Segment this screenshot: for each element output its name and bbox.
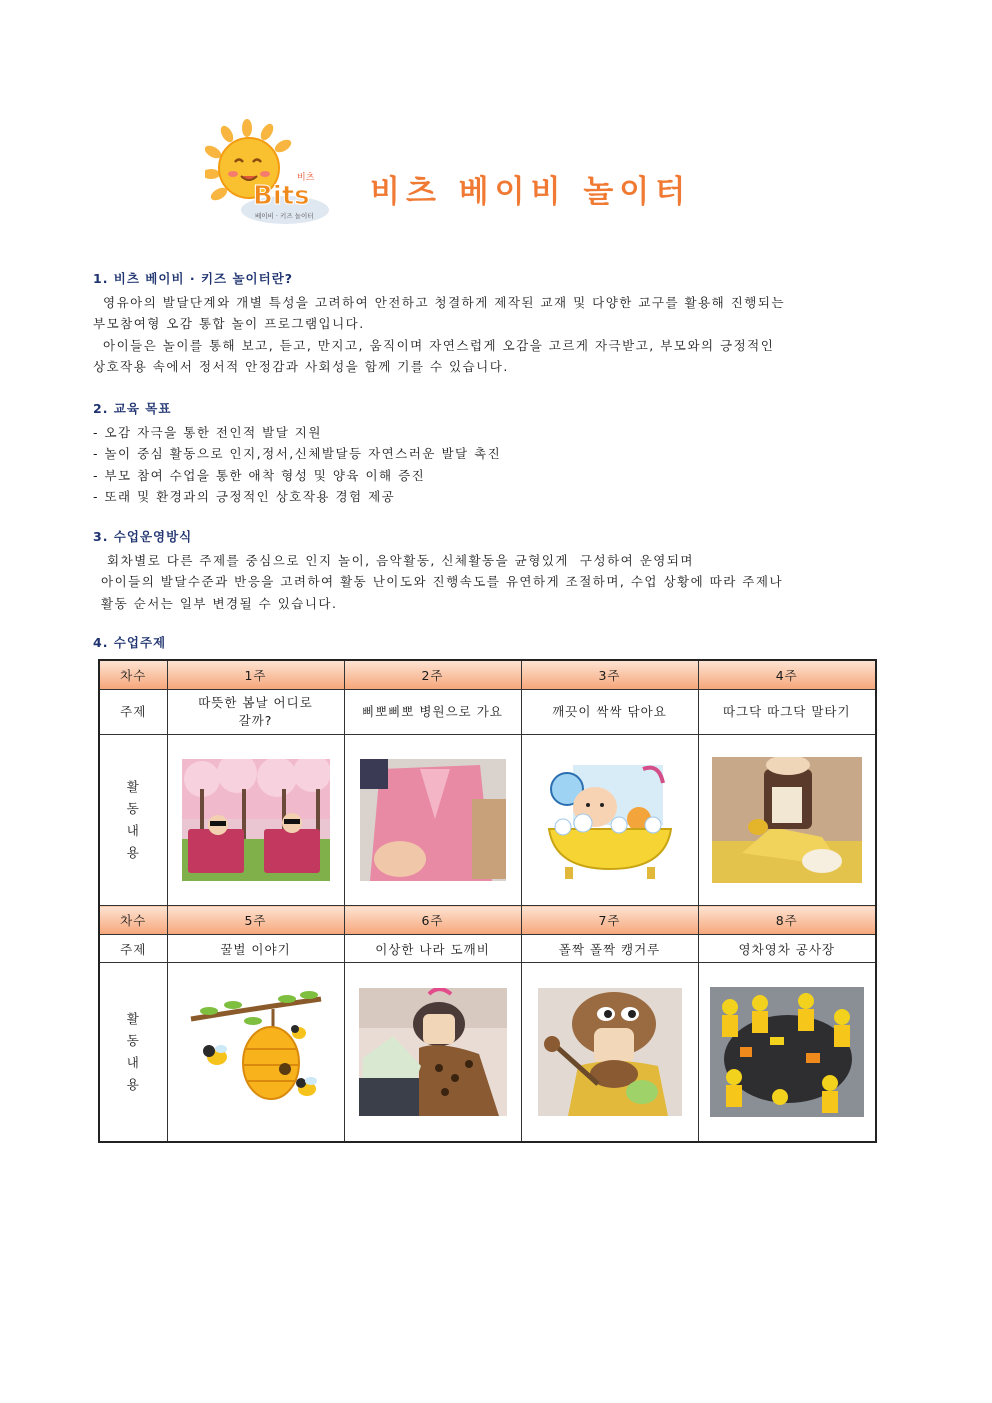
week-cell: 1주 xyxy=(167,660,344,690)
svg-text:베이비 · 키즈 놀이터: 베이비 · 키즈 놀이터 xyxy=(255,212,314,220)
list-item: - 오감 자극을 통한 전인적 발달 지원 xyxy=(93,424,322,440)
week-cell: 8주 xyxy=(698,906,876,935)
page-title: 비츠 베이비 놀이터 xyxy=(370,174,692,210)
activity-label-char: 내 xyxy=(126,823,140,838)
list-item: - 부모 참여 수업을 통한 애착 형성 및 양육 이해 증진 xyxy=(93,467,426,483)
activity-image-cell xyxy=(698,963,876,1143)
schedule-table xyxy=(98,659,877,1143)
kangaroo-costume-photo-icon xyxy=(538,988,682,1116)
activity-label xyxy=(99,963,167,1143)
table-row xyxy=(99,963,876,1143)
section-intro xyxy=(93,268,785,378)
activity-label-char: 동 xyxy=(126,801,140,816)
section-goals xyxy=(93,398,501,508)
activity-image-cell xyxy=(167,735,344,906)
topic-label: 주제 xyxy=(99,935,167,963)
paragraph-line: 영유아의 발달단계와 개별 특성을 고려하여 안전하고 청결하게 제작된 교재 및 다양한 교구를 활용해 진행되는 xyxy=(103,294,786,310)
table-row xyxy=(99,690,876,735)
svg-text:Bits: Bits xyxy=(253,181,310,211)
section-method xyxy=(93,526,783,614)
round-label: 차수 xyxy=(99,906,167,935)
activity-image-cell xyxy=(521,963,698,1143)
week-cell: 6주 xyxy=(344,906,521,935)
week-cell: 7주 xyxy=(521,906,698,935)
topic-cell: 영차영차 공사장 xyxy=(698,935,876,963)
table-row xyxy=(99,735,876,906)
topic-cell: 꿀벌 이야기 xyxy=(167,935,344,963)
topic-cell: 따뜻한 봄날 어디로 갈까? xyxy=(167,690,344,735)
activity-image-cell xyxy=(344,735,521,906)
activity-image-cell xyxy=(521,735,698,906)
pink-doctor-coat-photo-icon xyxy=(360,759,506,881)
paragraph-line: 활동 순서는 일부 변경될 수 있습니다. xyxy=(101,595,338,611)
construction-play-photo-icon xyxy=(710,987,864,1117)
section-title: 3. 수업운영방식 xyxy=(93,529,193,544)
paragraph-line: 상호작용 속에서 정서적 안정감과 사회성을 함께 기를 수 있습니다. xyxy=(93,359,509,374)
activity-image-cell xyxy=(344,963,521,1143)
activity-label-char: 내 xyxy=(126,1055,140,1070)
bee-hive-cartoon-icon xyxy=(189,989,323,1115)
list-item: - 또래 및 환경과의 긍정적인 상호작용 경험 제공 xyxy=(93,489,396,504)
paragraph-line: 아이들은 놀이를 통해 보고, 듣고, 만지고, 움직이며 자연스럽게 오감을 고르게 자극받고, 부모와의 긍정적인 xyxy=(103,337,775,353)
topic-label: 주제 xyxy=(99,690,167,735)
topic-cell: 이상한 나라 도깨비 xyxy=(344,935,521,963)
activity-label-char: 활 xyxy=(126,1011,140,1026)
round-label: 차수 xyxy=(99,660,167,690)
table-row xyxy=(99,935,876,963)
week-cell: 2주 xyxy=(344,660,521,690)
bits-logo-icon xyxy=(205,118,335,226)
activity-label-char: 활 xyxy=(126,779,140,794)
table-row xyxy=(99,660,876,690)
activity-label xyxy=(99,735,167,906)
bath-cartoon-icon xyxy=(543,759,677,881)
list-item: - 놀이 중심 활동으로 인지,정서,신체발달등 자연스러운 발달 촉진 xyxy=(93,446,502,461)
activity-image-cell xyxy=(167,963,344,1143)
table-row xyxy=(99,906,876,935)
topic-cell: 삐뽀삐뽀 병원으로 가요 xyxy=(344,690,521,735)
section-title: 4. 수업주제 xyxy=(93,635,167,650)
paragraph-line: 회차별로 다른 주제를 중심으로 인지 놀이, 음악활동, 신체활동을 균형있게 구성하여 운영되며 xyxy=(107,552,695,568)
topic-cell: 깨끗이 싹싹 닦아요 xyxy=(521,690,698,735)
section-title: 1. 비츠 베이비 · 키즈 놀이터란? xyxy=(93,271,294,286)
week-cell: 4주 xyxy=(698,660,876,690)
svg-text:비츠: 비츠 xyxy=(297,173,315,183)
section-title: 2. 교육 목표 xyxy=(93,401,172,416)
activity-image-cell xyxy=(698,735,876,906)
topic-cell: 따그닥 따그닥 말타기 xyxy=(698,690,876,735)
horse-riding-photo-icon xyxy=(712,757,862,883)
activity-label-char: 용 xyxy=(126,845,140,860)
week-cell: 3주 xyxy=(521,660,698,690)
cherry-blossom-photo-icon xyxy=(182,759,330,881)
activity-label-char: 동 xyxy=(126,1033,140,1048)
paragraph-line: 부모참여형 오감 통합 놀이 프로그램입니다. xyxy=(93,316,365,331)
activity-label-char: 용 xyxy=(126,1077,140,1092)
dokkaebi-costume-photo-icon xyxy=(359,988,507,1116)
paragraph-line: 아이들의 발달수준과 반응을 고려하여 활동 난이도와 진행속도를 유연하게 조절하며, 수업 상황에 따라 주제나 xyxy=(101,574,784,589)
header xyxy=(205,118,725,228)
section-topics xyxy=(93,632,166,656)
topic-cell: 폴짝 폴짝 캥거루 xyxy=(521,935,698,963)
week-cell: 5주 xyxy=(167,906,344,935)
